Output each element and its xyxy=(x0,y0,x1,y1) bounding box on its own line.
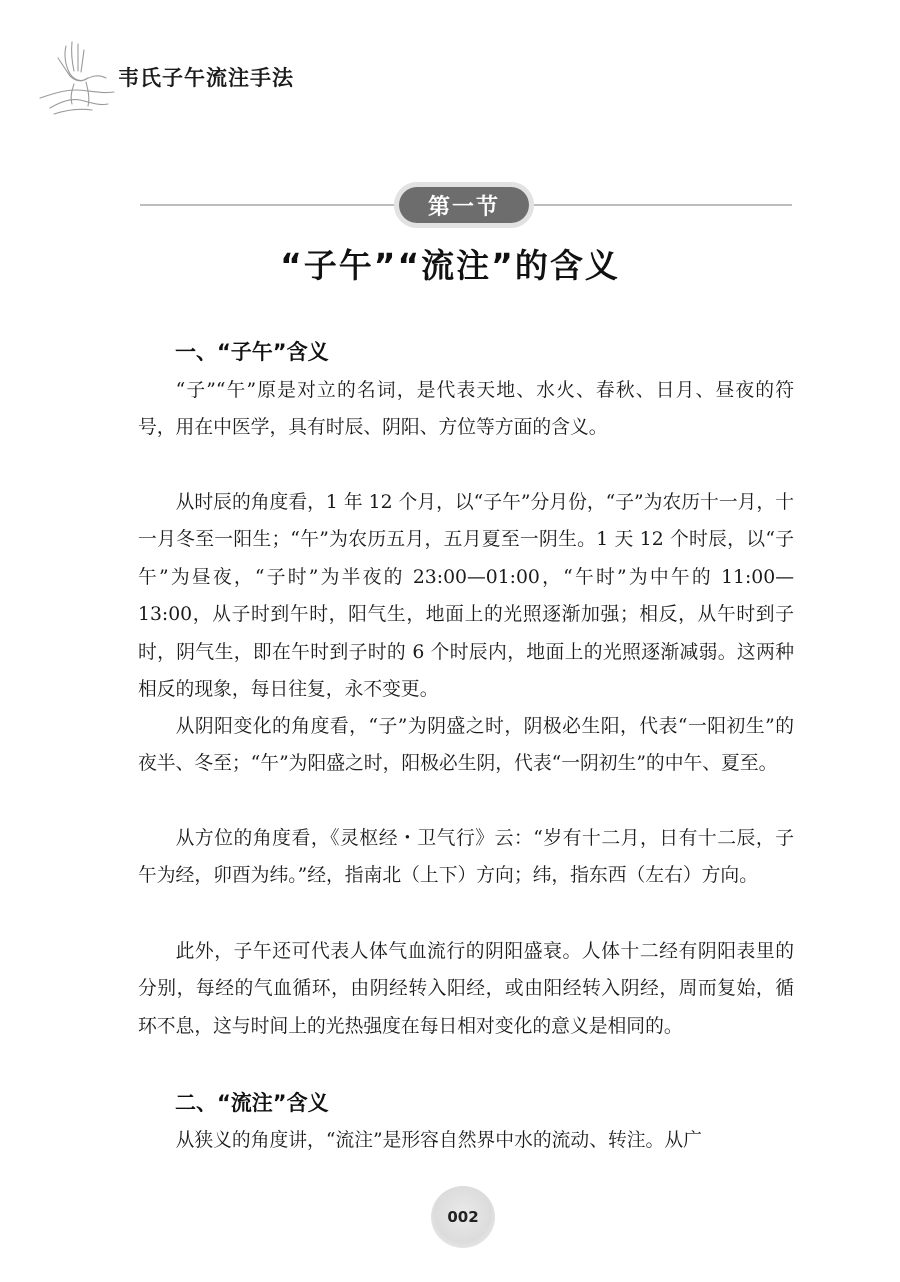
paragraph: “子”“午”原是对立的名词，是代表天地、水火、春秋、日月、昼夜的符号，用在中医学，具有时辰、阴阳、方位等方面的含义。 xyxy=(138,380,794,439)
hand-icon xyxy=(36,38,118,120)
section-divider-left xyxy=(140,204,398,206)
paragraph: 从时辰的角度看，1 年 12 个月，以“子午”分月份，“子”为农历十一月，十一月冬至一阳生；“午”为农历五月，五月夏至一阴生。1 天 12 个时辰，以“子午”为昼夜，“子时”为半夜的 23:00—01:00，“午时”为中午的 11:00—13:00，从子时到午时，阳气生，地面上的光照逐渐加强；相反，从午时到子时，阴气生，即在午时到子时的 6 个时辰内，地面上的光照逐渐减弱。这两种相反的现象，每日往复，永不变更。 xyxy=(138,492,794,701)
book-title: 韦氏子午流注手法 xyxy=(118,66,294,90)
page-number-badge xyxy=(431,1186,495,1248)
paragraph: 此外，子午还可代表人体气血流行的阴阳盛衰。人体十二经有阴阳表里的分别，每经的气血循环，由阴经转入阳经，或由阳经转入阴经，周而复始，循环不息，这与时间上的光热强度在每日相对变化的意义是相同的。 xyxy=(138,941,794,1037)
paragraph: 从狭义的角度讲，“流注”是形容自然界中水的流动、转注。从广 xyxy=(175,1130,702,1151)
paragraph: 从方位的角度看，《灵枢经・卫气行》云：“岁有十二月，日有十二辰，子午为经，卯酉为纬。”经，指南北（上下）方向；纬，指东西（左右）方向。 xyxy=(138,828,794,887)
section-badge xyxy=(394,182,534,228)
section-title: “子午”“流注”的含义 xyxy=(280,246,620,285)
section-divider-right xyxy=(530,204,792,206)
subheading-liuzhu: 二、“流注”含义 xyxy=(175,1091,329,1115)
page-number: 002 xyxy=(447,1208,479,1226)
section-label: 第一节 xyxy=(399,187,529,223)
paragraph: 从阴阳变化的角度看，“子”为阴盛之时，阴极必生阳，代表“一阳初生”的夜半、冬至；“午”为阳盛之时，阳极必生阴，代表“一阴初生”的中午、夏至。 xyxy=(138,716,794,775)
subheading-ziwu: 一、“子午”含义 xyxy=(175,340,329,364)
